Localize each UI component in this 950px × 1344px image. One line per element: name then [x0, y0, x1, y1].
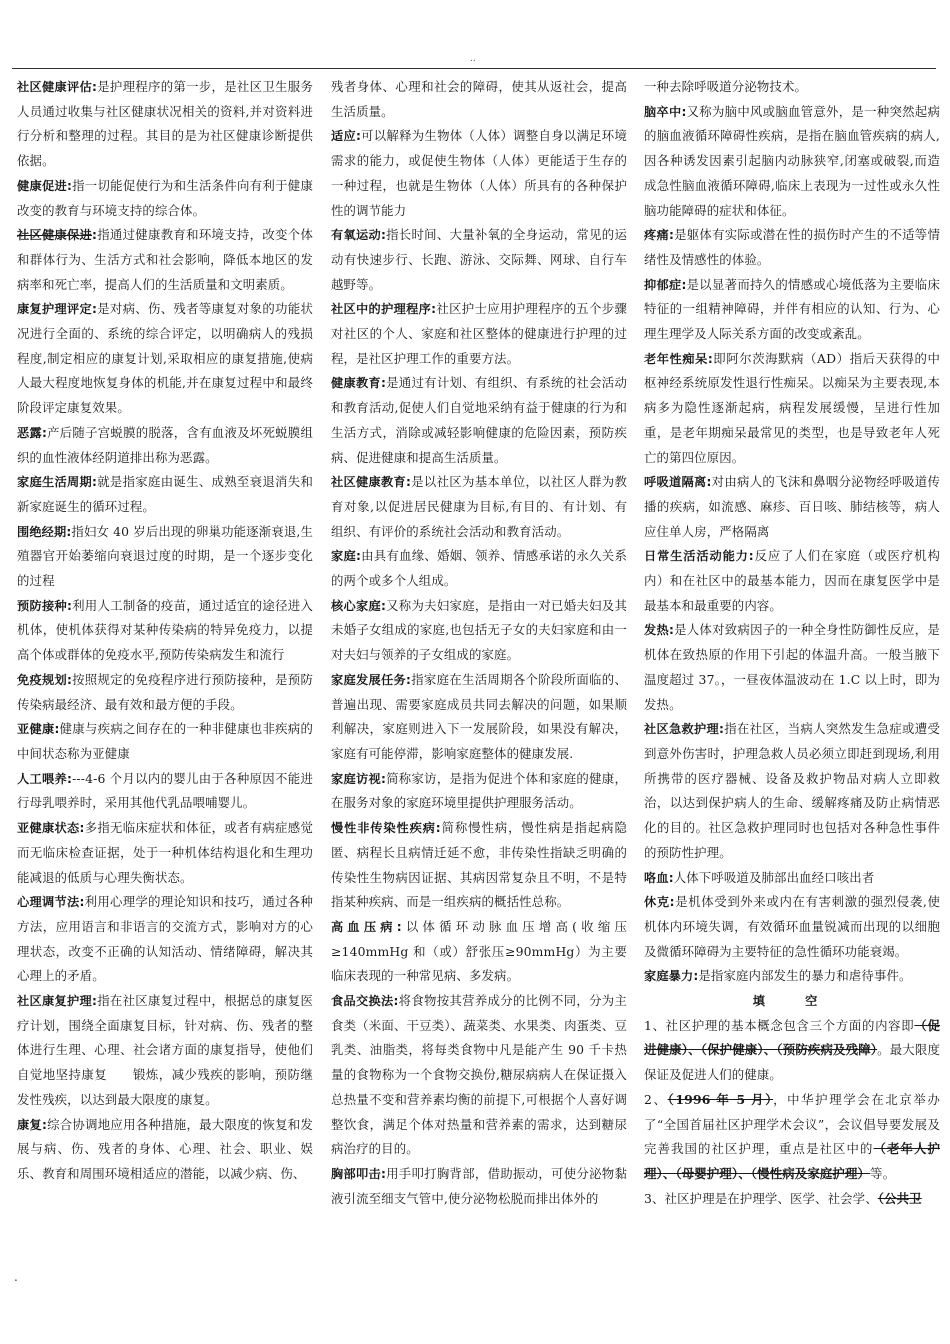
definition-separator: : — [669, 895, 675, 910]
definition-term: 慢性非传染性疾病 — [331, 821, 436, 836]
definition-term: 社区健康保进 — [17, 228, 92, 243]
definition-term: 休克 — [644, 895, 670, 910]
definition-body: 多指无临床症状和体征，或者有病症感觉而无临床检查证据，处于一种机体结构退化和生理功能减退的低质与心理失衡状态。 — [17, 820, 314, 885]
fill-blank-suffix: 等。 — [870, 1165, 896, 1181]
definition-term: 恶露 — [17, 425, 42, 440]
definition-body: ---4-6 个月以内的婴儿由于各种原因不能进行母乳喂养时，采用其他代乳品喂哺婴儿。 — [17, 770, 313, 811]
fill-blank-prefix: 3、社区护理是在护理学、医学、社会学、 — [644, 1190, 878, 1206]
definition-separator: : — [92, 80, 98, 94]
definition-entry — [17, 174, 313, 223]
definition-body: 是以社区为基本单位，以社区人群为教育对象,以促进居民健康为目标,有目的、有计划、有组织、有评价的系统社会活动和教育活动。 — [331, 474, 627, 539]
definition-separator: : — [79, 895, 85, 910]
definition-separator: : — [668, 623, 674, 638]
definition-separator: : — [435, 821, 441, 836]
definition-entry — [644, 223, 940, 272]
definition-separator: : — [66, 178, 72, 193]
definition-term: 心理调节法 — [17, 895, 80, 910]
definition-entry — [17, 890, 313, 989]
definition-entry — [17, 989, 313, 1113]
definition-separator: : — [681, 277, 687, 292]
definition-entry — [17, 75, 313, 174]
definition-entry — [17, 520, 313, 594]
definition-separator: : — [380, 228, 386, 243]
definition-term: 脑卒中 — [644, 104, 682, 119]
fill-blank-answer: 、（母婴护理） — [662, 1165, 739, 1181]
definition-entry — [17, 668, 313, 717]
definition-entry — [331, 124, 627, 223]
definition-term: 适应 — [331, 129, 356, 144]
definition-separator: : — [748, 549, 754, 564]
definition-entry — [17, 816, 313, 890]
definition-separator: : — [706, 475, 712, 490]
definition-term: 康复 — [17, 1117, 42, 1132]
definition-entry — [17, 223, 313, 297]
definition-separator: : — [380, 598, 386, 613]
definition-separator: : — [380, 771, 386, 786]
definition-term: 健康教育 — [331, 376, 381, 391]
definition-term: 咯血 — [644, 870, 669, 885]
definition-body: 指在社区康复过程中，根据总的康复医疗计划，围绕全面康复目标，针对病、伤、残者的整体进行生理、心理、社会诸方面的康复指导，使他们自觉地坚持康复 锻炼，减少残疾的影响，预防继发性残疾，以达到最大限度的康复。 — [17, 993, 313, 1107]
definition-body: 社区护士应用护理程序的五个步骤对社区的个人、家庭和社区整体的健康进行护理的过程，是社区护理工作的重要方法。 — [331, 301, 628, 366]
definition-body: 人体下呼吸道及肺部出血经口咳出者 — [673, 869, 875, 885]
definition-entry — [331, 470, 627, 544]
definition-entry — [17, 594, 313, 668]
definition-term: 围绝经期 — [17, 524, 67, 539]
definition-term: 发热 — [644, 623, 669, 638]
definition-entry — [17, 767, 313, 816]
definition-body: 按照规定的免疫程序进行预防接种，是预防传染病最经济、最有效和最方便的手段。 — [17, 671, 313, 712]
definition-body: 由具有血缘、婚姻、领养、情感承诺的永久关系的两个或多个人组成。 — [331, 548, 627, 589]
definition-body: 一种去除呼吸道分泌物技术。 — [644, 79, 808, 94]
definition-entry — [331, 594, 627, 668]
definition-term: 社区康复护理 — [17, 994, 92, 1009]
definition-term: 疼痛 — [644, 228, 669, 243]
definition-body: 指通过健康教育和环境支持，改变个体和群体行为、生活方式和社会影响，降低本地区的发病率和死亡率，提高人们的生活质量和文明素质。 — [17, 227, 313, 292]
definition-term: 家庭 — [331, 549, 356, 564]
definition-body: 指妇女 40 岁后出现的卵巢功能逐渐衰退,生殖器官开始萎缩向衰退过度的时期，是一个逐步变化的过程 — [17, 523, 313, 589]
definition-term: 食品交换法 — [331, 994, 394, 1009]
definition-entry — [644, 866, 940, 891]
definition-entry — [644, 890, 940, 964]
definition-entry — [331, 989, 627, 1162]
definition-body: 产后随子宫蜕膜的脱落，含有血液及坏死蜕膜组织的血性液体经阴道排出称为恶露。 — [17, 424, 313, 465]
definition-separator: : — [355, 129, 361, 144]
definition-separator: : — [719, 722, 725, 737]
definition-separator: : — [41, 425, 47, 440]
definition-separator: : — [681, 104, 687, 119]
definition-term: 呼吸道隔离 — [644, 475, 707, 490]
definition-entry — [331, 297, 627, 371]
definition-separator: : — [693, 969, 699, 984]
definition-term: 胸部叩击 — [331, 1166, 381, 1181]
definition-term: 家庭暴力 — [644, 969, 694, 984]
definition-separator: : — [396, 919, 402, 934]
definition-separator: : — [92, 994, 98, 1009]
definition-body: 是护理程序的第一步，是社区卫生服务人员通过收集与社区健康状况相关的资料,并对资料进行分析和整理的过程。其目的是为社区健康诊断提供依据。 — [17, 79, 313, 169]
definition-term: 社区急救护理 — [644, 722, 719, 737]
definition-term: 亚健康状态 — [17, 821, 80, 836]
definition-term: 健康促进 — [17, 178, 67, 193]
fill-blank-prefix: 2、 — [644, 1091, 668, 1107]
definition-entry — [331, 915, 627, 989]
fill-blank-suffix: ，中华护理学会在北京举办了“全国首届社区护理学术会议”，会议倡导要发展及完善我国的社区护理，重点是社区中的 — [644, 1091, 940, 1157]
definition-body: 是躯体有实际或潜在性的损伤时产生的不适等情绪性及情感性的体验。 — [644, 227, 940, 267]
definition-body: 即阿尔茨海默病（AD）指后天获得的中枢神经系统原发性退行性痴呆。以痴呆为主要表现,本病多为隐性逐渐起病，病程发展缓慢，呈进行性加重，是老年期痴呆最常见的类型，也是导致老年人死亡的第四位原因。 — [644, 350, 940, 465]
fill-blank-answer: （老年人护理） — [644, 1141, 940, 1181]
definition-term: 家庭访视 — [331, 771, 381, 786]
definition-term: 社区中的护理程序 — [331, 302, 432, 317]
definition-body: 对由病人的飞沫和鼻咽分泌物经呼吸道传播的疾病，如流感、麻疹、百日咳、肺结核等，病人应住单人房，严格隔离 — [644, 474, 941, 539]
definition-body: 是对病、伤、残者等康复对象的功能状况进行全面的、系统的综合评定，以明确病人的残损程度,制定相应的康复计划,采取相应的康复措施,使病人最大程度地恢复身体的机能,并在康复过程中和最终阶段评定康复效果。 — [17, 301, 313, 416]
fill-blank-answer: 、（保护健康） — [688, 1042, 764, 1058]
column-2 — [331, 75, 627, 1211]
definition-separator: : — [66, 598, 72, 613]
definition-body: 利用心理学的理论知识和技巧，通过各种方法，应用语言和非语言的交流方式，影响对方的心理状态，改变不正确的认知活动、情绪障碍，解决其心理上的矛盾。 — [17, 894, 314, 984]
definition-separator: : — [92, 475, 98, 490]
definition-term: 高血压病 — [331, 919, 397, 934]
definition-entry — [17, 421, 313, 470]
definition-entry — [17, 297, 313, 421]
definition-body: 指一切能促使行为和生活条件向有利于健康改变的教育与环境支持的综合体。 — [17, 177, 313, 218]
definition-term: 人工喂养 — [17, 771, 68, 786]
definition-entry — [644, 470, 940, 544]
definition-separator: : — [380, 376, 386, 391]
definition-separator: : — [431, 302, 437, 317]
definition-body: 残者身体、心理和社会的障碍，使其从返社会，提高生活质量。 — [331, 79, 627, 119]
definition-separator: : — [79, 821, 85, 836]
definition-entry — [331, 371, 627, 470]
definition-entry — [331, 75, 627, 124]
definition-body: 综合协调地应用各种措施，最大限度的恢复和发展与病、伤、残者的身体、心理、社会、职业、娱乐、教育和周围环境相适应的潜能，以减少病、伤、 — [17, 1116, 313, 1181]
header-rule — [12, 68, 936, 69]
definition-separator: : — [668, 870, 674, 885]
definition-entry — [331, 816, 627, 915]
definition-entry — [17, 717, 313, 766]
definition-term: 日常生活活动能力 — [644, 549, 749, 564]
definition-entry — [331, 1162, 627, 1211]
column-1 — [17, 75, 313, 1187]
definition-body: 利用人工制备的疫苗，通过适宜的途径进入机体，使机体获得对某种传染病的特异免疫力，以提高个体或群体的免疫水平,预防传染病发生和流行 — [17, 597, 313, 663]
definition-body: 将食物按其营养成分的比例不同，分为主食类（米面、干豆类）、蔬菜类、水果类、肉蛋类、豆乳类、油脂类，将每类食物中凡是能产生 90 千卡热量的食物称为一个食物交换份,糖尿病病人在保证摄入总热量不变和营养素均衡的前提下,可根据个人喜好调整饮食，满足个体对热量和营养素的需求，达到糖尿病治疗的目的。 — [331, 993, 628, 1157]
definition-body: 反应了人们在家庭（或医疗机构内）和在社区中的最基本能力，因而在康复医学中是最基本和最重要的内容。 — [644, 548, 941, 613]
definition-term: 老年性痴呆 — [644, 351, 708, 366]
definition-term: 有氧运动 — [331, 228, 381, 243]
fill-blank-answer: 、（预防疾病及残障） — [763, 1042, 878, 1058]
definition-entry — [644, 618, 940, 717]
definition-body: 可以解释为生物体（人体）调整自身以满足环境需求的能力，或促使生物体（人体）更能适于生存的一种过程，也就是生物体（人体）所具有的各种保护性的调节能力 — [331, 128, 627, 218]
definition-body: 简称家访，是指为促进个体和家庭的健康，在服务对象的家庭环境里提供护理服务活动。 — [331, 770, 627, 811]
definition-entry — [331, 767, 627, 816]
definition-body: 就是指家庭由诞生、成熟至衰退消失和新家庭诞生的循环过程。 — [17, 474, 313, 514]
fill-blank-answer: （促进健康） — [644, 1017, 940, 1058]
definition-body: 指家庭在生活周期各个阶段所面临的、普遍出现、需要家庭成员共同去解决的问题，如果顺利解决，家庭则进入下一发展阶段，如果没有解决，家庭有可能停滞，影响家庭整体的健康发展. — [331, 671, 627, 761]
definition-entry — [331, 668, 627, 767]
definition-separator: : — [380, 1166, 386, 1181]
definition-body: 是机体受到外来或内在有害刺激的强烈侵袭,使机体内环境失调，有效循环血量锐减而出现的以细胞及微循环障碍为主要特征的急性循环功能衰竭。 — [644, 894, 940, 959]
definition-separator: : — [406, 672, 412, 687]
header-mark: .. — [470, 54, 476, 64]
fill-blank-item — [644, 1088, 940, 1187]
definition-separator: : — [393, 994, 399, 1009]
definition-body: 又称为脑中风或脑血管意外，是一种突然起病的脑血液循环障碍性疾病，是指在脑血管疾病的病人,因各种诱发因素引起脑内动脉狭窄,闭塞或破裂,而造成急性脑血液循环障碍,临床上表现为一过性或永久性脑功能障碍的症状和体征。 — [644, 103, 941, 218]
fill-blank-item — [644, 1014, 940, 1088]
fill-blank-answer: （公共卫 — [877, 1190, 922, 1206]
fill-blank-item — [644, 1187, 940, 1212]
definition-separator: : — [66, 524, 72, 539]
fill-blank-answer: 、（慢性病及家庭护理） — [738, 1165, 871, 1181]
fill-blank-prefix: 1、社区护理的基本概念包含三个方面的内容即 — [644, 1017, 915, 1033]
definition-entry — [644, 347, 940, 471]
definition-body: 是指家庭内部发生的暴力和虐待事件。 — [698, 968, 912, 984]
definition-body: 简称慢性病，慢性病是指起病隐匿、病程长且病情迁延不愈，非传染性指缺乏明确的传染性生物病因证据、其病因常复杂且不明，不是特指某种疾病、而是一组疾病的概括性总称。 — [331, 820, 628, 910]
definition-entry — [17, 470, 313, 519]
definition-entry — [644, 100, 940, 224]
fill-blank-suffix: 。最大限度保证及促进人们的健康。 — [644, 1042, 941, 1083]
fill-blank-answer: （1996 年 5 月） — [667, 1091, 774, 1107]
definition-entry — [644, 964, 940, 989]
definition-separator: : — [92, 228, 98, 243]
definition-separator: : — [66, 672, 72, 687]
definition-separator: : — [54, 722, 60, 737]
definition-term: 家庭生活周期 — [17, 475, 92, 490]
definition-body: 用手叩打胸背部，借助振动，可使分泌物黏液引流至细支气管中,使分泌物松脱而排出体外的 — [331, 1165, 627, 1206]
definition-term: 亚健康 — [17, 722, 55, 737]
definition-entry — [644, 717, 940, 865]
definition-term: 康复护理评定 — [17, 302, 92, 317]
definition-entry — [644, 544, 940, 618]
definition-entry — [331, 544, 627, 593]
definition-term: 社区健康评估 — [17, 80, 92, 94]
definition-term: 社区健康教育 — [331, 475, 406, 490]
definition-separator: : — [41, 1117, 47, 1132]
definition-body: 指在社区，当病人突然发生急症或遭受到意外伤害时，护理急救人员必须立即赶到现场,利用所携带的医疗器械、设备及救护物品对病人立即救治，以达到保护病人的生命、缓解疼痛及防止病情恶化的目的。社区急救护理同时也包括对各种急性事件的预防性护理。 — [644, 721, 940, 860]
definition-separator: : — [355, 549, 361, 564]
definition-body: 是人体对致病因子的一种全身性防御性反应，是机体在致热原的作用下引起的体温升高。一般当腋下温度超过 37。，一昼夜体温波动在 1.C 以上时，即为发热。 — [644, 622, 940, 712]
definition-term: 免疫规划 — [17, 672, 67, 687]
definition-body: 是以显著而持久的情感或心境低落为主要临床特征的一组精神障碍，并伴有相应的认知、行为、心理生理学及人际关系方面的改变或紊乱。 — [644, 276, 941, 342]
section-heading: 填 空 — [752, 994, 832, 1009]
definition-separator: : — [92, 302, 98, 317]
definition-term: 核心家庭 — [331, 598, 381, 613]
definition-body: 健康与疾病之间存在的一种非健康也非疾病的中间状态称为亚健康 — [17, 721, 314, 761]
definition-body: 是通过有计划、有组织、有系统的社会活动和教育活动,促使人们自觉地采纳有益于健康的行为和生活方式，消除或减轻影响健康的危险因素，预防疾病、促进健康和提高生活质量。 — [331, 375, 627, 465]
column-3 — [644, 75, 940, 1211]
definition-separator: : — [406, 475, 412, 490]
definition-separator: : — [707, 351, 713, 366]
definition-term: 抑郁症 — [644, 277, 682, 292]
definition-entry — [331, 223, 627, 297]
definition-term: 预防接种 — [17, 598, 67, 613]
definition-body: 指长时间、大量补氧的全身运动，常见的运动有快速步行、长跑、游泳、交际舞、网球、自行车越野等。 — [331, 227, 627, 292]
footer-mark: . — [14, 1270, 18, 1284]
definition-body: 又称为夫妇家庭，是指由一对已婚夫妇及其未婚子女组成的家庭,也包括无子女的夫妇家庭和由一对夫妇与领养的子女组成的家庭。 — [331, 597, 627, 663]
definition-separator: : — [668, 228, 674, 243]
definition-entry — [17, 1113, 313, 1187]
definition-entry — [644, 75, 940, 100]
definition-body: 以体循环动脉血压增高(收缩压≥140mmHg 和（或）舒张压≥90mmHg）为主要临床表现的一种常见病、多发病。 — [331, 918, 628, 984]
definition-entry — [644, 273, 940, 347]
definition-term: 家庭发展任务 — [331, 672, 406, 687]
definition-separator: : — [67, 771, 73, 786]
